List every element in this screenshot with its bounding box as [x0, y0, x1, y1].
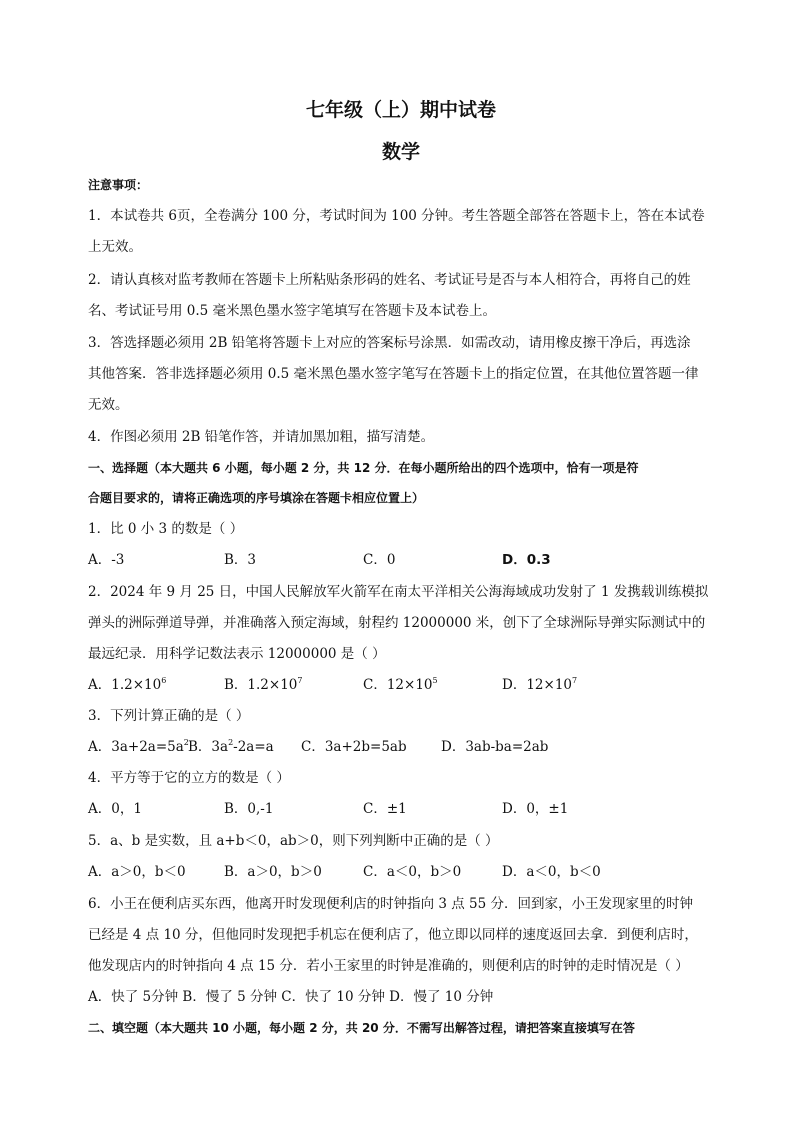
notice-line: 3．答选择题必须用 2B 铅笔将答题卡上对应的答案标号涂黑．如需改动，请用橡皮擦干净后，再选涂 [88, 335, 691, 351]
option-a: A．-3 [88, 552, 125, 568]
question-stem-cont: 弹头的洲际弹道导弹，并准确落入预定海域，射程约 12000000 米，创下了全球洲际导弹实际测试中的 [88, 615, 706, 631]
option-c: C．a＜0，b＞0 [363, 864, 462, 880]
option-b: B．3 [224, 552, 257, 568]
question-options: A．快了 5分钟 B．慢了 5 分钟 C．快了 10 分钟 D．慢了 10 分钟 [88, 989, 494, 1005]
notice-line: 2．请认真核对监考教师在答题卡上所粘贴条形码的姓名、考试证号是否与本人相符合，再将自己的姓 [88, 272, 691, 288]
question-stem-cont: 最远纪录．用科学记数法表示 12000000 是（ ） [88, 646, 386, 662]
option-d: D．0，±1 [502, 801, 569, 817]
question-stem: 4．平方等于它的立方的数是（ ） [88, 770, 290, 786]
section-heading-cont: 合题目要求的，请将正确选项的序号填涂在答题卡相应位置上） [88, 491, 425, 505]
option-d: D．3ab-ba=2ab [441, 739, 549, 755]
option-a: A．$3a+2a=5a^2$ [88, 738, 189, 755]
option-d: D．0.3 [502, 552, 551, 568]
question-stem-cont: 已经是 4 点 10 分，但他同时发现把手机忘在便利店了，他立即以同样的速度返回去拿．到便利店时， [88, 927, 698, 943]
option-a: A．0，1 [88, 801, 142, 817]
notice-line: 上无效。 [88, 239, 142, 255]
exam-title: 七年级（上）期中试卷 [305, 99, 496, 121]
notice-line: 名、考试证号用 0.5 毫米黑色墨水签字笔填写在答题卡及本试卷上。 [88, 303, 497, 319]
section-heading: 一、选择题（本大题共 6 小题，每小题 2 分，共 12 分．在每小题所给出的四个选项中，恰有一项是符 [88, 461, 639, 475]
question-stem: 5．a、b 是实数，且 a+b＜0，ab＞0，则下列判断中正确的是（ ） [88, 833, 499, 849]
question-stem-cont: 他发现店内的时钟指向 4 点 15 分．若小王家里的时钟是准确的，则便利店的时钟的走时情况是（ ） [88, 958, 689, 974]
question-stem: 2．2024 年 9 月 25 日，中国人民解放军火箭军在南太平洋相关公海海域成功发射了 1 发携载训练模拟 [88, 584, 709, 600]
option-a: A．a＞0，b＜0 [88, 864, 186, 880]
option-a: A．$1.2\times 10^6$ [88, 676, 167, 693]
question-stem: 1．比 0 小 3 的数是（ ） [88, 521, 244, 537]
option-c: C．0 [363, 552, 396, 568]
notice-line: 其他答案．答非选择题必须用 0.5 毫米黑色墨水签字笔写在答题卡上的指定位置，在其他位置答题一律 [88, 366, 699, 382]
option-b: B．$3a^2-2a=a$ [188, 738, 274, 755]
option-d: D．a＜0，b＜0 [502, 864, 601, 880]
question-stem: 3．下列计算正确的是（ ） [88, 708, 250, 724]
notice-line: 4．作图必须用 2B 铅笔作答，并请加黑加粗，描写清楚。 [88, 429, 435, 445]
question-stem: 6．小王在便利店买东西，他离开时发现便利店的时钟指向 3 点 55 分．回到家，小王发现家里的时钟 [88, 896, 694, 912]
subject-title: 数学 [381, 141, 420, 163]
option-b: B．0,-1 [224, 801, 274, 817]
option-b: B．$1.2\times 10^7$ [224, 676, 303, 693]
option-c: C．3a+2b=5ab [301, 739, 407, 755]
notice-heading: 注意事项： [88, 178, 149, 192]
notice-line: 无效。 [88, 397, 129, 413]
option-b: B．a＞0，b＞0 [224, 864, 322, 880]
option-c: C．$12\times 10^5$ [363, 676, 438, 693]
option-c: C．±1 [363, 801, 407, 817]
notice-line: 1．本试卷共 6页，全卷满分 100 分，考试时间为 100 分钟。考生答题全部答在答题卡上，答在本试卷 [88, 208, 705, 224]
section-heading: 二、填空题（本大题共 10 小题，每小题 2 分，共 20 分．不需写出解答过程，请把答案直接填写在答 [88, 1021, 635, 1035]
option-d: D．$12\times 10^7$ [502, 676, 578, 693]
